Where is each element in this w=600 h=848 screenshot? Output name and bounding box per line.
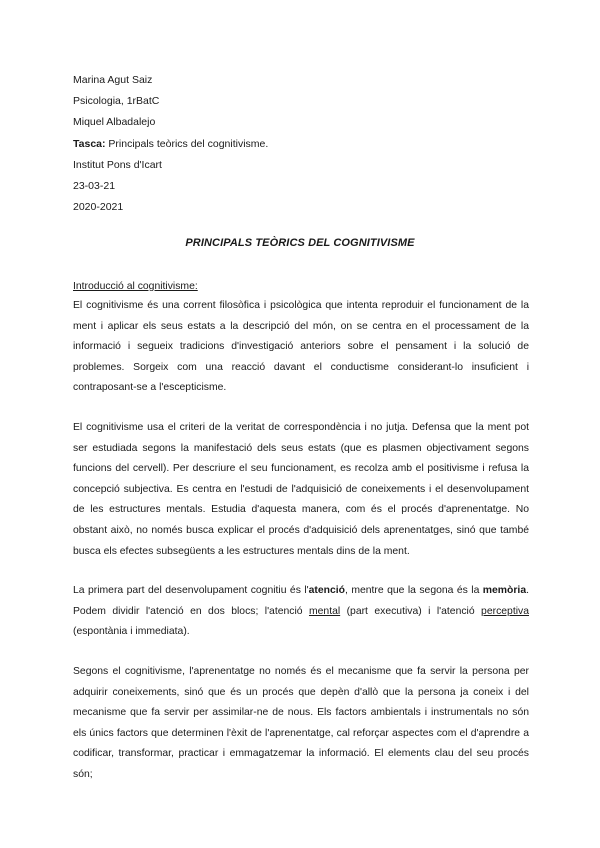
document-header <box>73 73 268 221</box>
term-atencio: atenció <box>308 585 346 596</box>
course-name: Psicologia, 1rBatC <box>73 95 160 108</box>
text-run: , mentre que la segona és la <box>345 585 483 596</box>
paragraph-criteria <box>73 418 529 562</box>
school-name: Institut Pons d'Icart <box>73 158 162 171</box>
paragraph-intro <box>73 296 529 399</box>
document-date: 23-03-21 <box>73 179 116 192</box>
text-run: (espontània i immediata). <box>73 626 190 638</box>
term-perceptiva: perceptiva <box>481 605 529 617</box>
paragraph-text: El cognitivisme és una corrent filosòfica i psicològica que intenta reproduir el funcionament de la ment i aplicar els seus estats a la descripció del món, on se centra en el processament de la informació i segueix tradicions d'investigació anteriors sobre el pensament i la solució de problemes. Sorgeix com una reacció davant el conductisme considerant-lo insuficient i contraposant-se a l'escepticisme. <box>73 300 529 394</box>
term-mental: mental <box>308 605 341 617</box>
term-memoria: memòria <box>482 585 527 596</box>
text-run: (part executiva) i l'atenció <box>340 605 482 617</box>
document-title: PRINCIPALS TEÒRICS DEL COGNITIVISME <box>185 237 415 249</box>
text-run: La primera part del desenvolupament cognitiu és l' <box>73 585 309 596</box>
teacher-name: Miquel Albadalejo <box>73 116 156 129</box>
paragraph-text: Segons el cognitivisme, l'aprenentatge no només és el mecanisme que fa servir la persona per adquirir coneixements, sinó que és un procés que depèn d'allò que la persona ja coneix i del mecanisme que fa servir per assimilar-ne de nous. Els factors ambientals i instrumentals no són els únics factors que determinen l'èxit de l'aprenentatge, cal reforçar aspectes com el d'aprendre a codificar, transformar, practicar i emmagatzemar la informació. El elements clau del seu procés són; <box>73 666 529 780</box>
academic-year: 2020-2021 <box>73 201 124 214</box>
paragraph-text: El cognitivisme usa el criteri de la veritat de correspondència i no jutja. Defensa que la ment pot ser estudiada segons la manifestació dels seus estats (que es plasmen objectivament segons funcions del cervell). Per descriure el seu funcionament, es recolza amb el positivisme i refusa la concepció subjectiva. Es centra en l'estudi de l'adquisició de coneixements i el desenvolupament de les estructures mentals. Estudia d'aquesta manera, com és el procés d'aprenentatge. No obstant això, no només busca explicar el procés d'adquisició dels aprenentatges, sinó que també busca els efectes subsegüents a les estructures mentals dins de la ment. <box>73 422 529 557</box>
task-label: Tasca: <box>73 137 106 150</box>
task-value: Principals teòrics del cognitivisme. <box>105 137 269 150</box>
task-line <box>73 137 268 158</box>
author-name: Marina Agut Saiz <box>73 74 153 86</box>
paragraph-attention <box>73 581 529 643</box>
paragraph-text <box>73 581 529 643</box>
intro-heading: Introducció al cognitivisme: <box>73 281 198 292</box>
paragraph-learning <box>73 662 529 786</box>
text-run: . Podem dividir l'atenció en dos blocs; l'atenció <box>73 585 529 617</box>
